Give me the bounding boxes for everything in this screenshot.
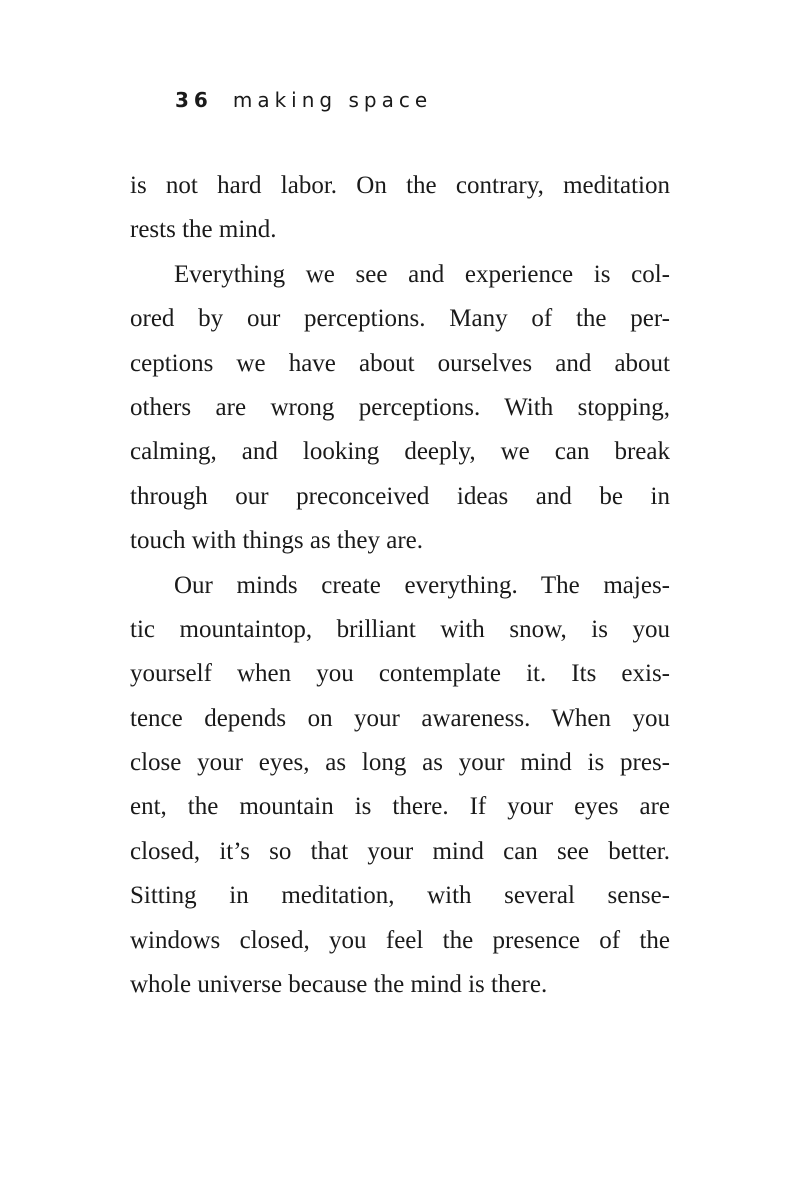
text-line: touch with things as they are. [130,527,423,555]
paragraph-first-line: Everything we see and experience is col- [174,260,670,288]
text-line: tic mountaintop, brilliant with snow, is you [130,615,670,643]
text-line: is not hard labor. On the contrary, meditation [130,172,670,199]
text-line: through our preconceived ideas and be in [130,482,670,510]
body-text [130,164,670,1007]
text-line: windows closed, you feel the presence of the [130,926,670,954]
text-line: closed, it’s so that your mind can see better. [130,837,670,865]
page-number: 36 [175,88,213,112]
text-line: others are wrong perceptions. With stopping, [130,393,670,421]
text-line: ent, the mountain is there. If your eyes are [130,793,670,821]
text-line: tence depends on your awareness. When you [130,704,670,732]
text-line: ored by our perceptions. Many of the per- [130,305,670,333]
text-line: Sitting in meditation, with several sense- [130,882,670,910]
text-line: close your eyes, as long as your mind is pres- [130,749,670,777]
paragraph-first-line: Our minds create everything. The majes- [174,571,670,599]
text-line: calming, and looking deeply, we can break [130,438,670,466]
running-head [175,88,432,112]
text-line: yourself when you contemplate it. Its exis- [130,660,670,688]
running-head-title: making space [232,88,433,112]
text-line: ceptions we have about ourselves and about [130,349,670,377]
text-line: whole universe because the mind is there. [130,971,548,999]
text-line: rests the mind. [130,216,277,244]
